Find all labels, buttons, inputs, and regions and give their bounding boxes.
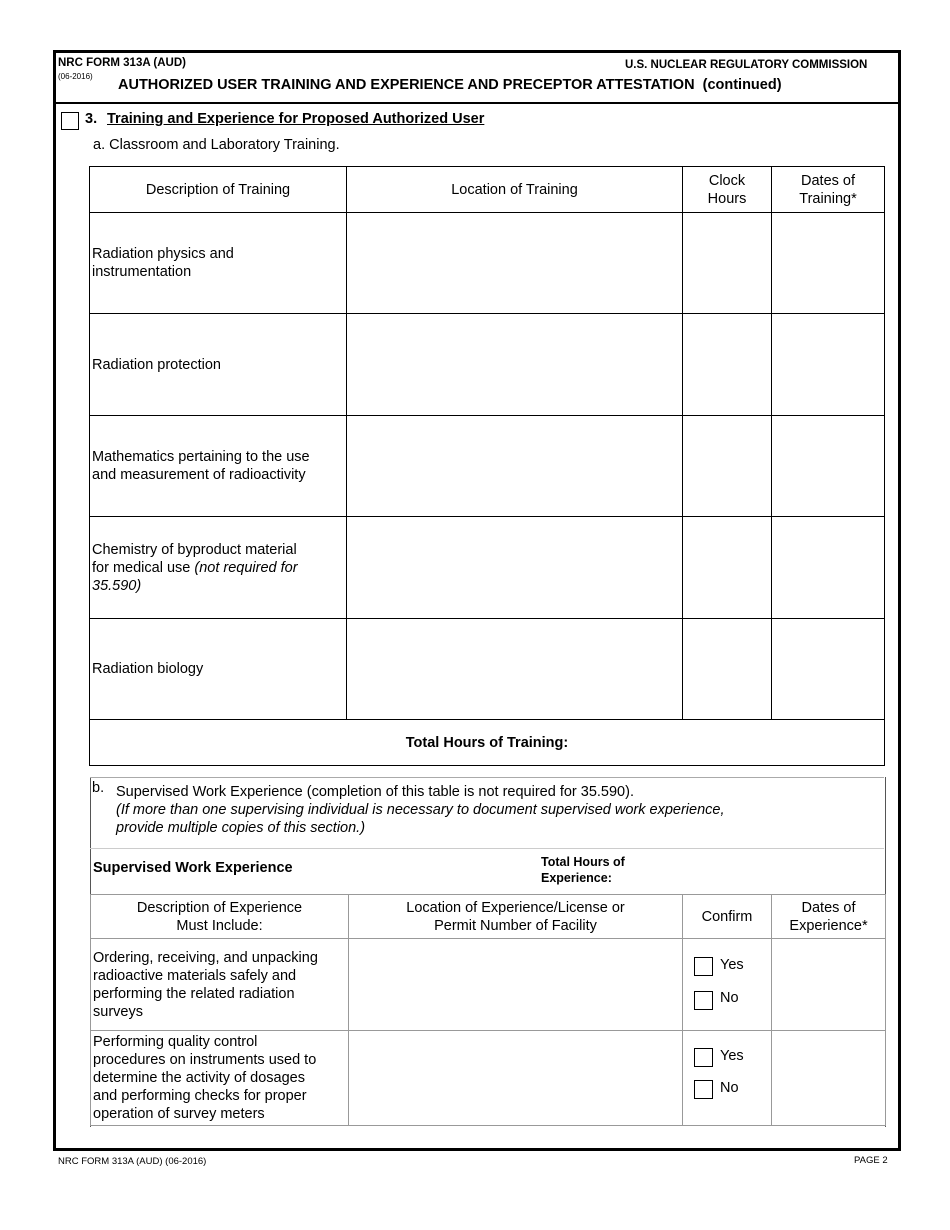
location-cell[interactable] — [347, 619, 683, 720]
row-description: Radiation protection — [90, 314, 347, 416]
row-description: Mathematics pertaining to the use and measurement of radioactivity — [90, 416, 347, 517]
yes-checkbox[interactable] — [694, 1048, 713, 1067]
row-description: Chemistry of byproduct material for medical use (not required for 35.590) — [90, 517, 347, 619]
part-b-top-rule — [90, 777, 884, 778]
dates-cell[interactable] — [772, 416, 885, 517]
table-row — [90, 517, 885, 619]
experience-description: Performing quality control procedures on instruments used to determine the activity of dosages and performing checks for proper operation of survey meters — [91, 1031, 349, 1126]
experience-location-cell[interactable] — [349, 1031, 683, 1126]
row-description: Radiation physics and instrumentation — [90, 213, 347, 314]
form-title: AUTHORIZED USER TRAINING AND EXPERIENCE AND PRECEPTOR ATTESTATION (continued) — [118, 77, 782, 93]
col-location-header: Location of Training — [347, 167, 683, 213]
hours-cell[interactable] — [683, 213, 772, 314]
dates-cell[interactable] — [772, 213, 885, 314]
yes-label: Yes — [720, 1048, 744, 1064]
exp-col-location-header: Location of Experience/License or Permit Number of Facility — [349, 895, 683, 939]
experience-description: Ordering, receiving, and unpacking radioactive materials safely and performing the related radiation surveys — [91, 939, 349, 1031]
agency-name: U.S. NUCLEAR REGULATORY COMMISSION — [625, 59, 868, 71]
confirm-cell — [683, 939, 772, 1031]
total-hours-experience[interactable]: Total Hours of Experience: — [541, 855, 625, 885]
table-row — [90, 314, 885, 416]
supervised-subtitle: Supervised Work Experience — [93, 860, 293, 876]
part-b-line2: (If more than one supervising individual is necessary to document supervised work experience, — [116, 802, 725, 818]
yes-checkbox[interactable] — [694, 957, 713, 976]
col-desc-header: Description of Training — [90, 167, 347, 213]
no-label: No — [720, 990, 739, 1006]
row-description: Radiation biology — [90, 619, 347, 720]
table-row — [91, 939, 886, 1031]
confirm-cell — [683, 1031, 772, 1126]
location-cell[interactable] — [347, 416, 683, 517]
part-b-line3: provide multiple copies of this section.) — [116, 820, 366, 836]
training-table — [89, 166, 885, 766]
form-id: NRC FORM 313A (AUD) — [58, 57, 186, 69]
dates-cell[interactable] — [772, 619, 885, 720]
location-cell[interactable] — [347, 213, 683, 314]
part-b-line1: Supervised Work Experience (completion of this table is not required for 35.590). — [116, 784, 634, 800]
form-date: (06-2016) — [58, 72, 93, 81]
divider — [90, 848, 884, 849]
exp-col-confirm-header: Confirm — [683, 895, 772, 939]
location-cell[interactable] — [347, 517, 683, 619]
page-number: PAGE 2 — [854, 1155, 888, 1166]
table-row — [91, 1031, 886, 1126]
no-label: No — [720, 1080, 739, 1096]
exp-col-desc-header: Description of Experience Must Include: — [91, 895, 349, 939]
footer-form-id: NRC FORM 313A (AUD) (06-2016) — [58, 1156, 207, 1167]
hours-cell[interactable] — [683, 416, 772, 517]
section3-number: 3. — [85, 111, 98, 127]
part-a-label: a. Classroom and Laboratory Training. — [93, 137, 340, 153]
experience-location-cell[interactable] — [349, 939, 683, 1031]
experience-dates-cell[interactable] — [772, 939, 886, 1031]
hours-cell[interactable] — [683, 517, 772, 619]
part-b-letter: b. — [92, 780, 105, 796]
section3-title: Training and Experience for Proposed Authorized User — [107, 111, 485, 127]
col-hours-header: Clock Hours — [683, 167, 772, 213]
no-checkbox[interactable] — [694, 991, 713, 1010]
dates-cell[interactable] — [772, 517, 885, 619]
total-hours-training[interactable]: Total Hours of Training: — [90, 720, 885, 766]
experience-table — [90, 894, 886, 1126]
table-row — [90, 416, 885, 517]
yes-label: Yes — [720, 957, 744, 973]
hours-cell[interactable] — [683, 314, 772, 416]
exp-col-dates-header: Dates of Experience* — [772, 895, 886, 939]
col-dates-header: Dates of Training* — [772, 167, 885, 213]
table-row — [90, 619, 885, 720]
no-checkbox[interactable] — [694, 1080, 713, 1099]
location-cell[interactable] — [347, 314, 683, 416]
section3-checkbox[interactable] — [61, 112, 79, 130]
table-row — [90, 213, 885, 314]
hours-cell[interactable] — [683, 619, 772, 720]
dates-cell[interactable] — [772, 314, 885, 416]
header-divider — [56, 102, 898, 104]
experience-dates-cell[interactable] — [772, 1031, 886, 1126]
